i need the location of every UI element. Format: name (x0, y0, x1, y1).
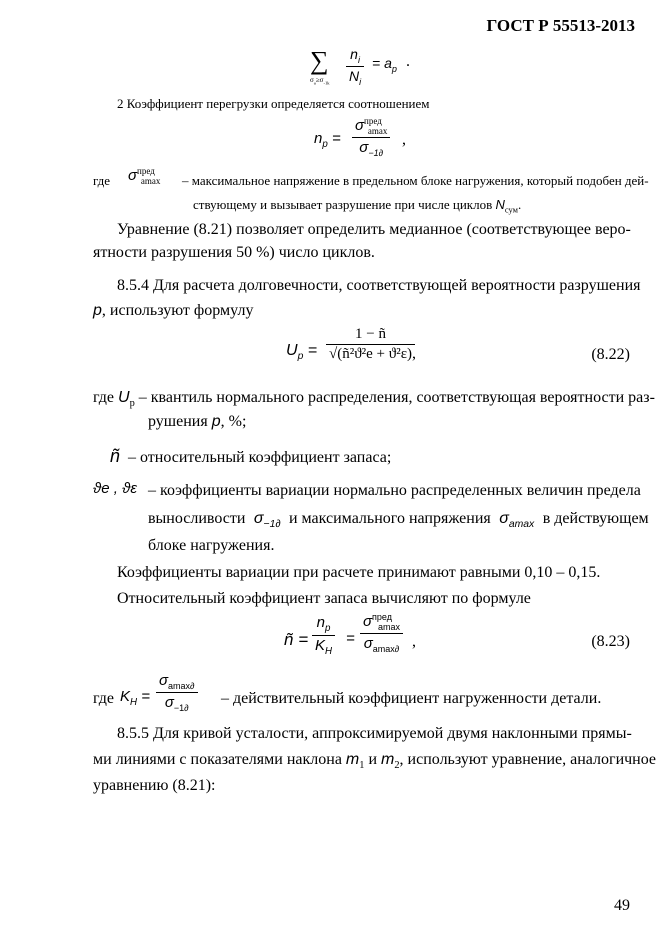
item-2: 2 Коэффициент перегрузки определяется соотношением (117, 96, 430, 111)
where-1-prefix: где (93, 173, 111, 188)
where-4-line1: – коэффициенты вариации нормально распределенных величин предела (148, 482, 641, 499)
formula-np: $n_p$ = $\sigma^{пред}_{amax}$ $\sigma_{-1\partial}$ , (314, 116, 406, 158)
para-4: Относительный коэффициент запаса вычисляют по формуле (117, 590, 531, 607)
page-number: 49 (614, 897, 630, 914)
equation-8-22: $U_p$ = $\frac{1 - ñ}{\text{√(ñ²ϑ²e + ϑ²ε)}}$ , (286, 326, 416, 363)
where-2-line2: рушения p, %; (148, 413, 247, 430)
where-5-text: – действительный коэффициент нагруженности детали. (221, 690, 602, 707)
para-5-line1: 8.5.5 Для кривой усталости, аппроксимируемой двумя наклонными прямы- (117, 725, 632, 742)
equation-8-23: ñ = $\frac{n_p}{K_H}$ = $\sigma^{пред}_{amax}$ $\sigma_{amax\partial}$ , (284, 612, 416, 657)
where-1-symbol: $\sigma^{пред}_{amax}$ (128, 166, 161, 186)
formula-sum: ∑ $\sigma_a\ge\sigma_{-1k}$ $\frac{n_i}{N_i}$ = $a_p$ . (310, 46, 410, 87)
para-1-line1: Уравнение (8.21) позволяет определить медианное (соответствующее веро- (117, 221, 631, 238)
where-2-line1: где $U_p$ – квантиль нормального распределения, соответствующая вероятности раз- (93, 389, 655, 410)
where-3-symbol: ñ (110, 446, 121, 466)
where-5-formula: $K_H$ = $\sigma_{amax\partial}$ $\sigma_{-1\partial}$ (120, 672, 210, 720)
para-5-line3: уравнению (8.21): (93, 777, 216, 794)
equation-number-8-22: (8.22) (591, 346, 630, 363)
where-1-line1: – максимальное напряжение в предельном блоке нагружения, который подобен дей- (182, 173, 649, 188)
document-header: ГОСТ Р 55513-2013 (486, 16, 635, 35)
para-2-line2: p, используют формулу (93, 302, 254, 319)
where-4-line3: блоке нагружения. (148, 537, 275, 554)
where-4-line2: выносливости $\sigma_{-1\partial}$ и максимального напряжения $\sigma_{amax}$ в действующем (148, 510, 649, 531)
where-5-prefix: где (93, 690, 115, 707)
para-2-line1: 8.5.4 Для расчета долговечности, соответствующей вероятности разрушения (117, 277, 641, 294)
where-1-line2: ствующему и вызывает разрушение при числе циклов $N_{сум}$. (193, 197, 522, 215)
para-3: Коэффициенты вариации при расчете принимают равными 0,10 – 0,15. (117, 564, 601, 581)
para-5-line2: ми линиями с показателями наклона $m_1$ и $m_2$, используют уравнение, аналогичное (93, 751, 657, 772)
where-3-text: – относительный коэффициент запаса; (128, 449, 392, 466)
equation-number-8-23: (8.23) (591, 633, 630, 650)
where-4-symbols: ϑe , ϑε (93, 480, 137, 497)
para-1-line2: ятности разрушения 50 %) число циклов. (93, 244, 375, 261)
